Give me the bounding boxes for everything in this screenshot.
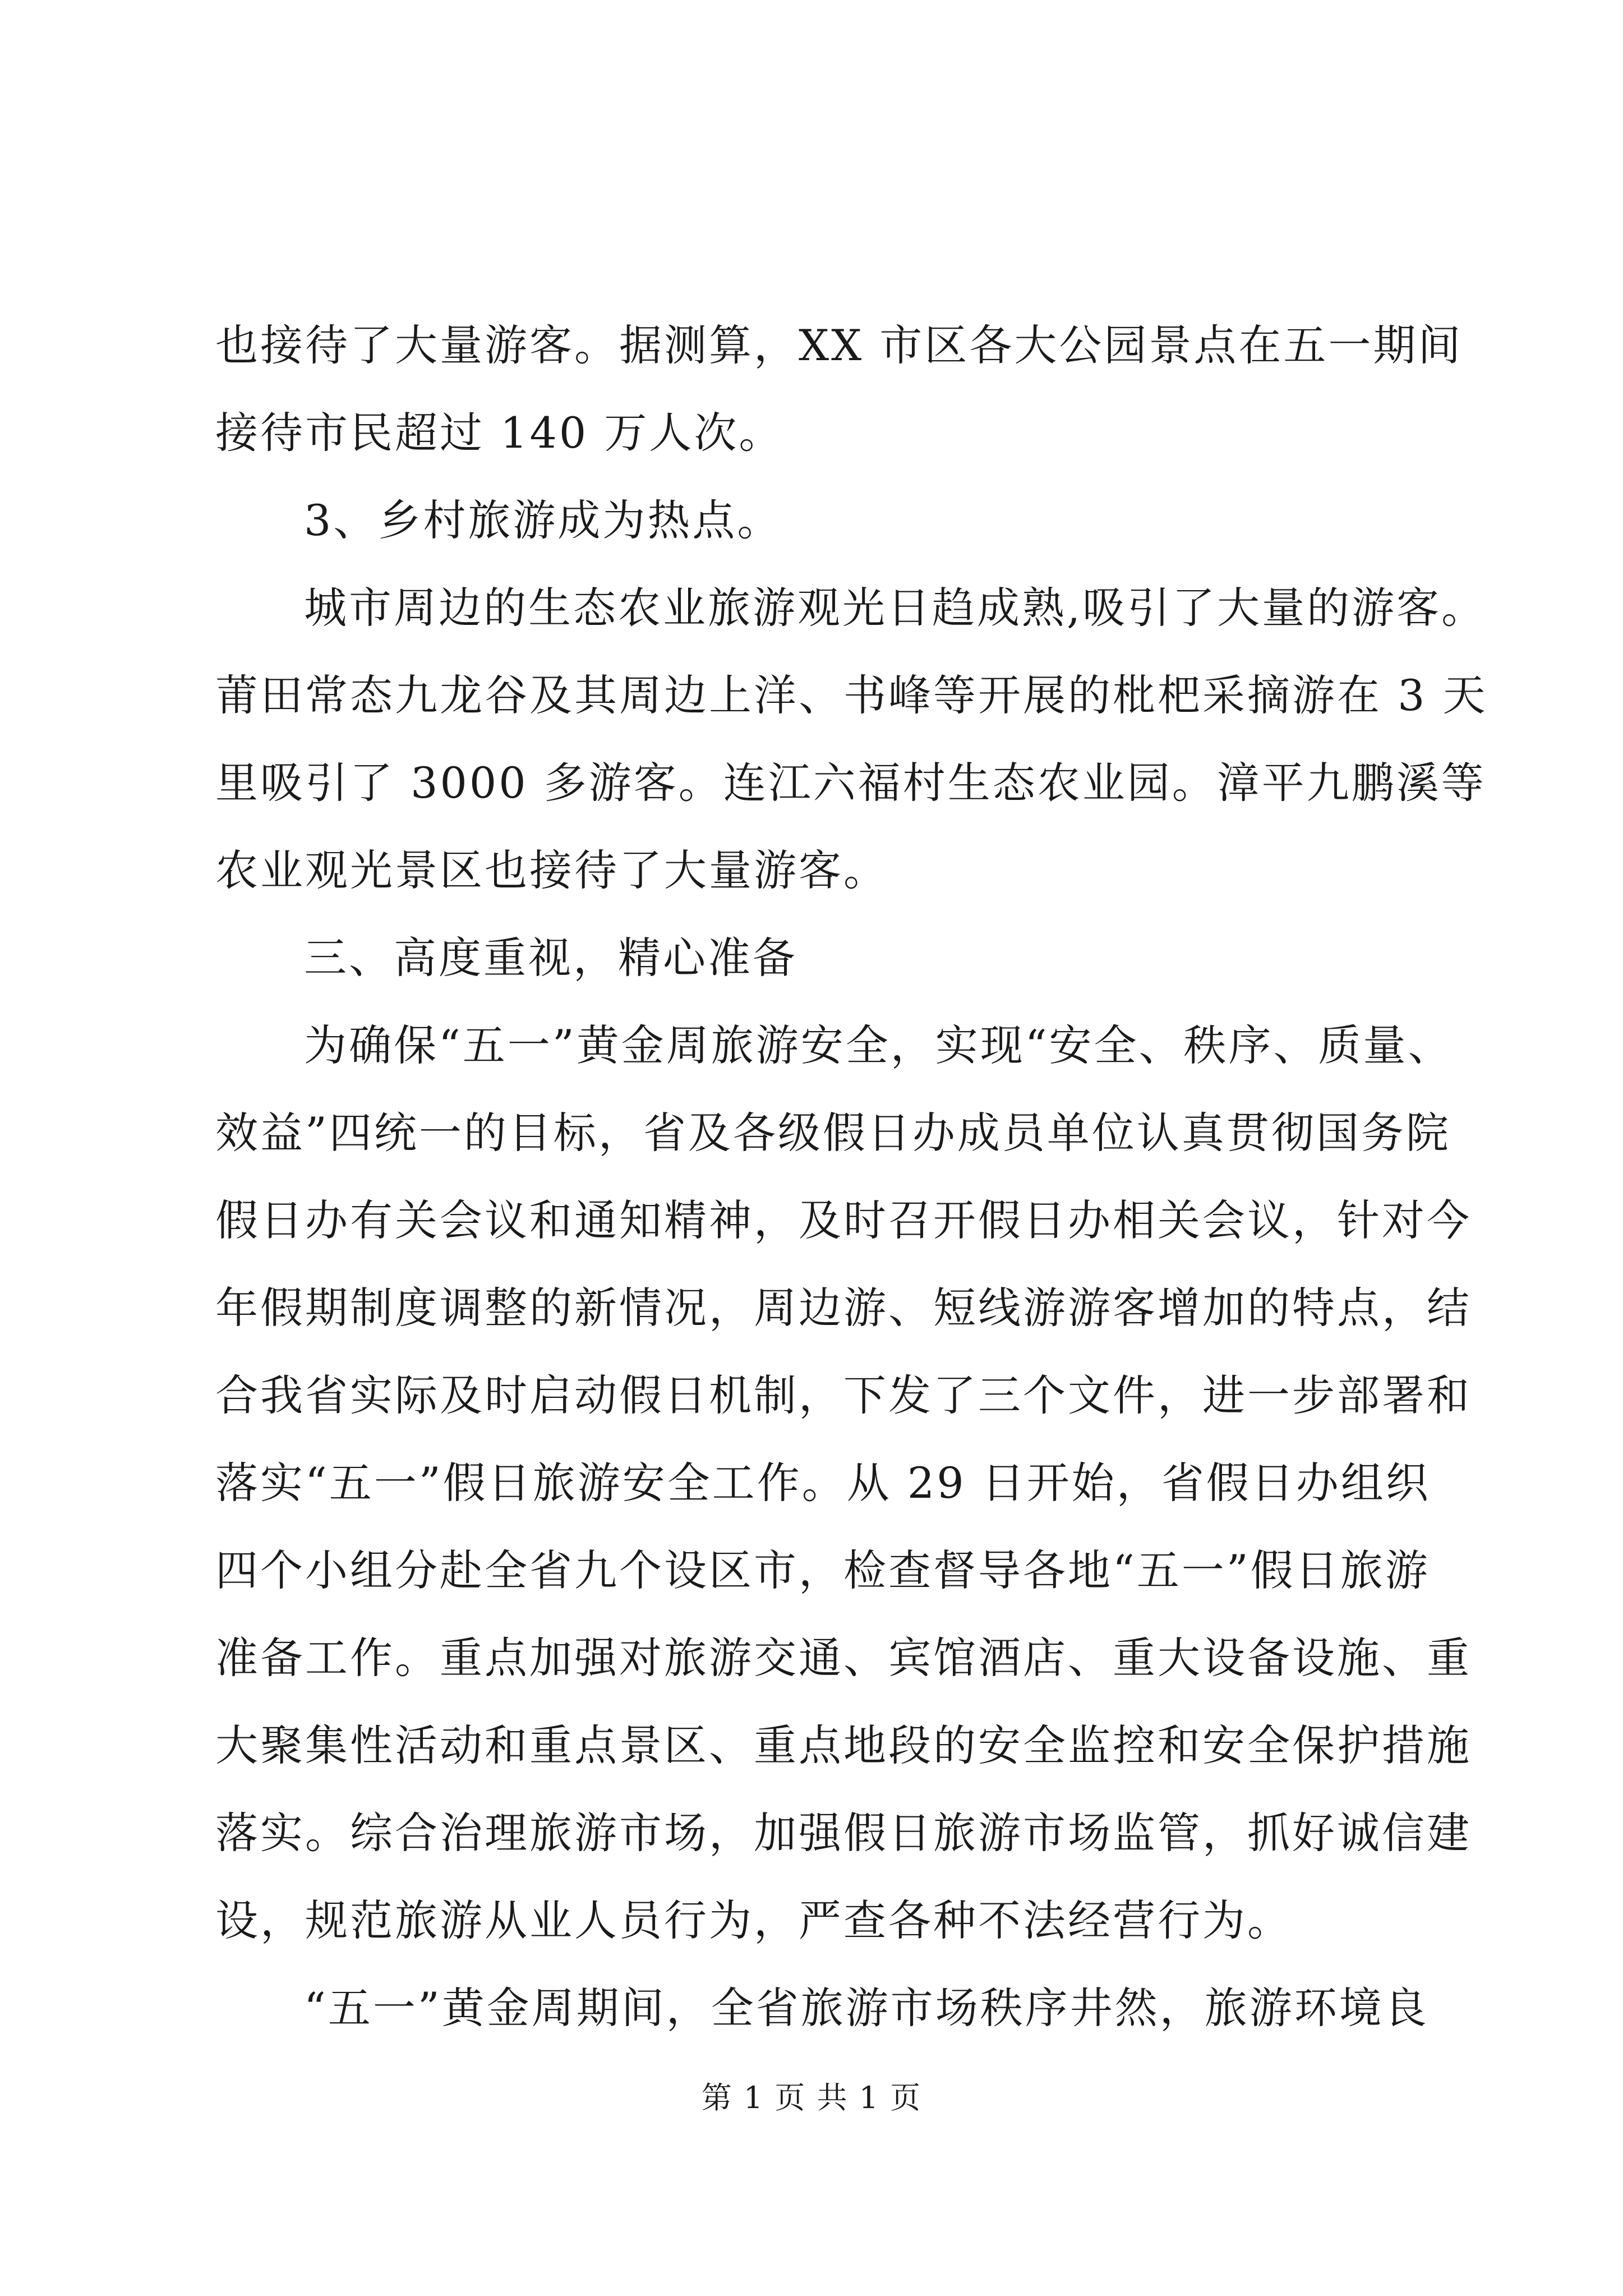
text-line: 效益”四统一的目标，省及各级假日办成员单位认真贯彻国务院	[215, 1108, 1451, 1158]
text-line: 合我省实际及时启动假日机制，下发了三个文件，进一步部署和	[215, 1370, 1472, 1420]
text-line: 假日办有关会议和通知精神，及时召开假日办相关会议，针对今	[215, 1195, 1472, 1245]
text-line: 设，规范旅游从业人员行为，严查各种不法经营行为。	[215, 1895, 1292, 1945]
text-line: 城市周边的生态农业旅游观光日趋成熟,吸引了大量的游客。	[304, 583, 1487, 633]
text-line: 莆田常态九龙谷及其周边上洋、书峰等开展的枇杷采摘游在 3 天	[215, 670, 1488, 720]
text-line: “五一”黄金周期间，全省旅游市场秩序井然，旅游环境良	[304, 1983, 1429, 2033]
text-line: 准备工作。重点加强对旅游交通、宾馆酒店、重大设备设施、重	[215, 1633, 1472, 1683]
text-line: 农业观光景区也接待了大量游客。	[215, 845, 888, 895]
text-line: 四个小组分赴全省九个设区市，检查督导各地“五一”假日旅游	[215, 1545, 1430, 1595]
section-heading: 三、高度重视，精心准备	[304, 933, 797, 983]
text-line: 落实。综合治理旅游市场，加强假日旅游市场监管，抓好诚信建	[215, 1808, 1472, 1858]
text-line: 为确保“五一”黄金周旅游安全，实现“安全、秩序、质量、	[304, 1020, 1453, 1070]
text-line: 年假期制度调整的新情况，周边游、短线游游客增加的特点，结	[215, 1283, 1472, 1333]
page-footer: 第 1 页 共 1 页	[701, 2080, 922, 2115]
document-body	[215, 302, 1488, 2052]
text-line: 也接待了大量游客。据测算，XX 市区各大公园景点在五一期间	[215, 320, 1463, 370]
section-heading: 3、乡村旅游成为热点。	[304, 495, 782, 545]
text-line: 落实“五一”假日旅游安全工作。从 29 日开始，省假日办组织	[215, 1458, 1431, 1508]
text-line: 接待市民超过 140 万人次。	[215, 408, 784, 458]
text-line: 里吸引了 3000 多游客。连江六福村生态农业园。漳平九鹏溪等	[215, 758, 1486, 808]
text-line: 大聚集性活动和重点景区、重点地段的安全监控和安全保护措施	[215, 1720, 1472, 1770]
